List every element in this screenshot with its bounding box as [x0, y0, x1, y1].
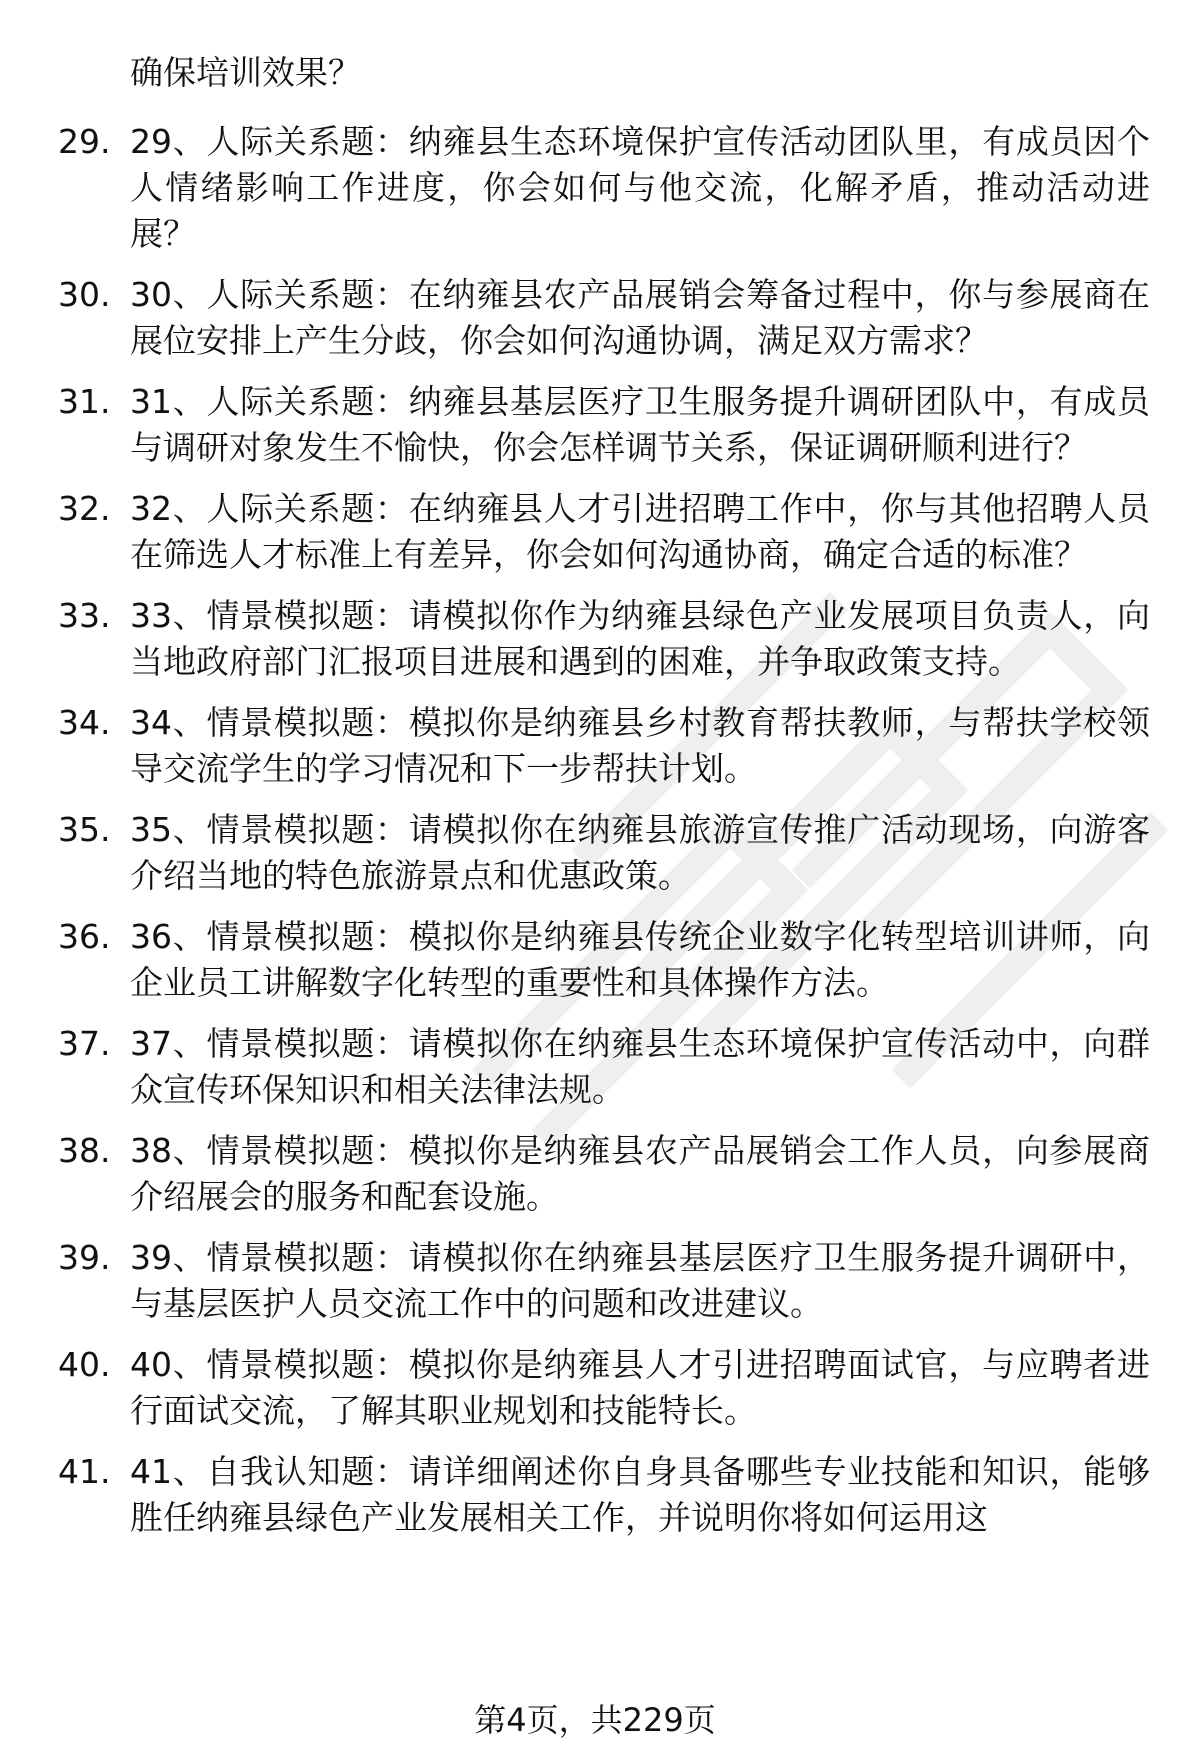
question-number: 35.	[58, 810, 111, 849]
question-number: 32.	[58, 489, 111, 528]
question-text: 35、情景模拟题：请模拟你在纳雍县旅游宣传推广活动现场，向游客介绍当地的特色旅游景点和优惠政策。	[130, 810, 1150, 895]
question-text: 31、人际关系题：纳雍县基层医疗卫生服务提升调研团队中，有成员与调研对象发生不愉快，你会怎样调节关系，保证调研顺利进行？	[130, 382, 1150, 467]
question-text: 32、人际关系题：在纳雍县人才引进招聘工作中，你与其他招聘人员在筛选人才标准上有差异，你会如何沟通协商，确定合适的标准？	[130, 489, 1150, 574]
question-text: 33、情景模拟题：请模拟你作为纳雍县绿色产业发展项目负责人，向当地政府部门汇报项目进展和遇到的困难，并争取政策支持。	[130, 596, 1150, 681]
question-number: 37.	[58, 1024, 111, 1063]
question-number: 36.	[58, 917, 111, 956]
list-item	[58, 119, 1150, 257]
question-number: 29.	[58, 122, 111, 161]
page-footer: 第4页，共229页	[474, 1701, 716, 1739]
question-list	[58, 119, 1150, 1556]
list-item	[58, 486, 1150, 578]
question-number: 41.	[58, 1452, 111, 1491]
list-item	[58, 1449, 1150, 1541]
list-item	[58, 1342, 1150, 1434]
list-item	[58, 379, 1150, 471]
question-text: 40、情景模拟题：模拟你是纳雍县人才引进招聘面试官，与应聘者进行面试交流，了解其职业规划和技能特长。	[130, 1345, 1150, 1430]
question-number: 38.	[58, 1131, 111, 1170]
list-item	[58, 1128, 1150, 1220]
question-number: 39.	[58, 1238, 111, 1277]
list-item	[58, 1021, 1150, 1113]
question-text: 36、情景模拟题：模拟你是纳雍县传统企业数字化转型培训讲师，向企业员工讲解数字化转型的重要性和具体操作方法。	[130, 917, 1150, 1002]
list-item	[58, 914, 1150, 1006]
list-item	[58, 700, 1150, 792]
question-text: 41、自我认知题：请详细阐述你自身具备哪些专业技能和知识，能够胜任纳雍县绿色产业发展相关工作，并说明你将如何运用这	[130, 1452, 1150, 1537]
question-number: 40.	[58, 1345, 111, 1384]
question-number: 33.	[58, 596, 111, 635]
list-item	[58, 807, 1150, 899]
list-item	[58, 1235, 1150, 1327]
list-item	[58, 593, 1150, 685]
question-text: 37、情景模拟题：请模拟你在纳雍县生态环境保护宣传活动中，向群众宣传环保知识和相关法律法规。	[130, 1024, 1150, 1109]
question-number: 34.	[58, 703, 111, 742]
question-text: 30、人际关系题：在纳雍县农产品展销会筹备过程中，你与参展商在展位安排上产生分歧，你会如何沟通协调，满足双方需求？	[130, 275, 1150, 360]
question-text: 29、人际关系题：纳雍县生态环境保护宣传活动团队里，有成员因个人情绪影响工作进度，你会如何与他交流，化解矛盾，推动活动进展？	[130, 122, 1150, 253]
question-number: 31.	[58, 382, 111, 421]
question-text: 38、情景模拟题：模拟你是纳雍县农产品展销会工作人员，向参展商介绍展会的服务和配套设施。	[130, 1131, 1150, 1216]
question-text: 34、情景模拟题：模拟你是纳雍县乡村教育帮扶教师，与帮扶学校领导交流学生的学习情况和下一步帮扶计划。	[130, 703, 1150, 788]
question-text: 39、情景模拟题：请模拟你在纳雍县基层医疗卫生服务提升调研中，与基层医护人员交流工作中的问题和改进建议。	[130, 1238, 1150, 1323]
list-item	[58, 272, 1150, 364]
question-number: 30.	[58, 275, 111, 314]
continuation-text: 确保培训效果？	[130, 53, 361, 92]
